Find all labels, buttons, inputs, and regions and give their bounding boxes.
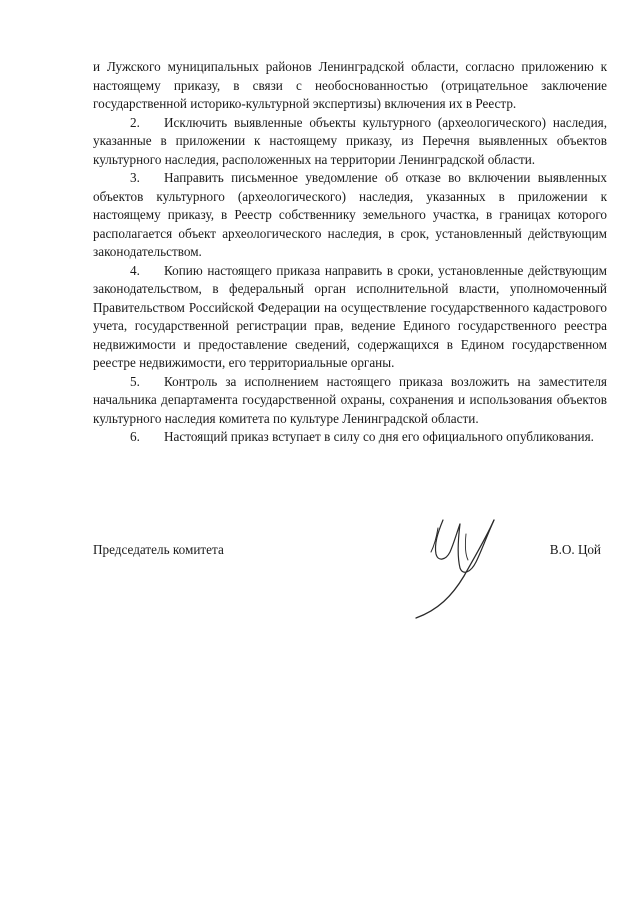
- item-text: Направить письменное уведомление об отказе во включении выявленных объектов культурного (археологического) наследия, указанных в приложении к настоящему приказу, в Реестр собственнику земельного участка, в границах которого располагается объект археологического наследия, в срок, установленный действующим законодательством.: [93, 170, 607, 259]
- signatory-name: В.О. Цой: [549, 542, 601, 557]
- list-item-5: [93, 373, 607, 429]
- list-item-2: [93, 114, 607, 170]
- item-number: 4.: [130, 262, 140, 278]
- item-text: Исключить выявленные объекты культурного (археологического) наследия, указанные в приложении к настоящему приказу, из Перечня выявленных объектов культурного наследия, расположенных на территории Ленинградской области.: [93, 114, 607, 167]
- intro-continuation-paragraph: и Лужского муниципальных районов Ленинградской области, согласно приложению к настоящему приказу, в связи с необоснованностью (отрицательное заключение государственной историко-культурной экспертизы) включения их в Реестр.: [93, 59, 607, 111]
- list-item-3: [93, 169, 607, 262]
- item-number: 6.: [130, 429, 140, 444]
- list-item-4: [93, 262, 607, 373]
- signatory-title: Председатель комитета: [93, 542, 224, 557]
- item-text: Настоящий приказ вступает в силу со дня его официального опубликования.: [164, 429, 594, 444]
- document-body: [93, 58, 607, 447]
- item-text: Копию настоящего приказа направить в сроки, установленные действующим законодательством, в федеральный орган исполнительной власти, уполномоченный Правительством Российской Федерации на осуществление государственного кадастрового учета, государственной регистрации прав, ведение Единого государственного реестра недвижимости и предоставление сведений, содержащихся в Едином государственном реестре недвижимости, его территориальные органы.: [93, 262, 607, 370]
- signature-block: [93, 541, 607, 563]
- item-number: 5.: [130, 373, 140, 389]
- handwritten-signature: [408, 510, 508, 622]
- item-number: 2.: [130, 114, 140, 130]
- item-text: Контроль за исполнением настоящего приказа возложить на заместителя начальника департамента государственной охраны, сохранения и использования объектов культурного наследия комитета по культуре Ленинградской области.: [93, 373, 607, 426]
- list-item-6: [93, 428, 607, 447]
- item-number: 3.: [130, 170, 140, 185]
